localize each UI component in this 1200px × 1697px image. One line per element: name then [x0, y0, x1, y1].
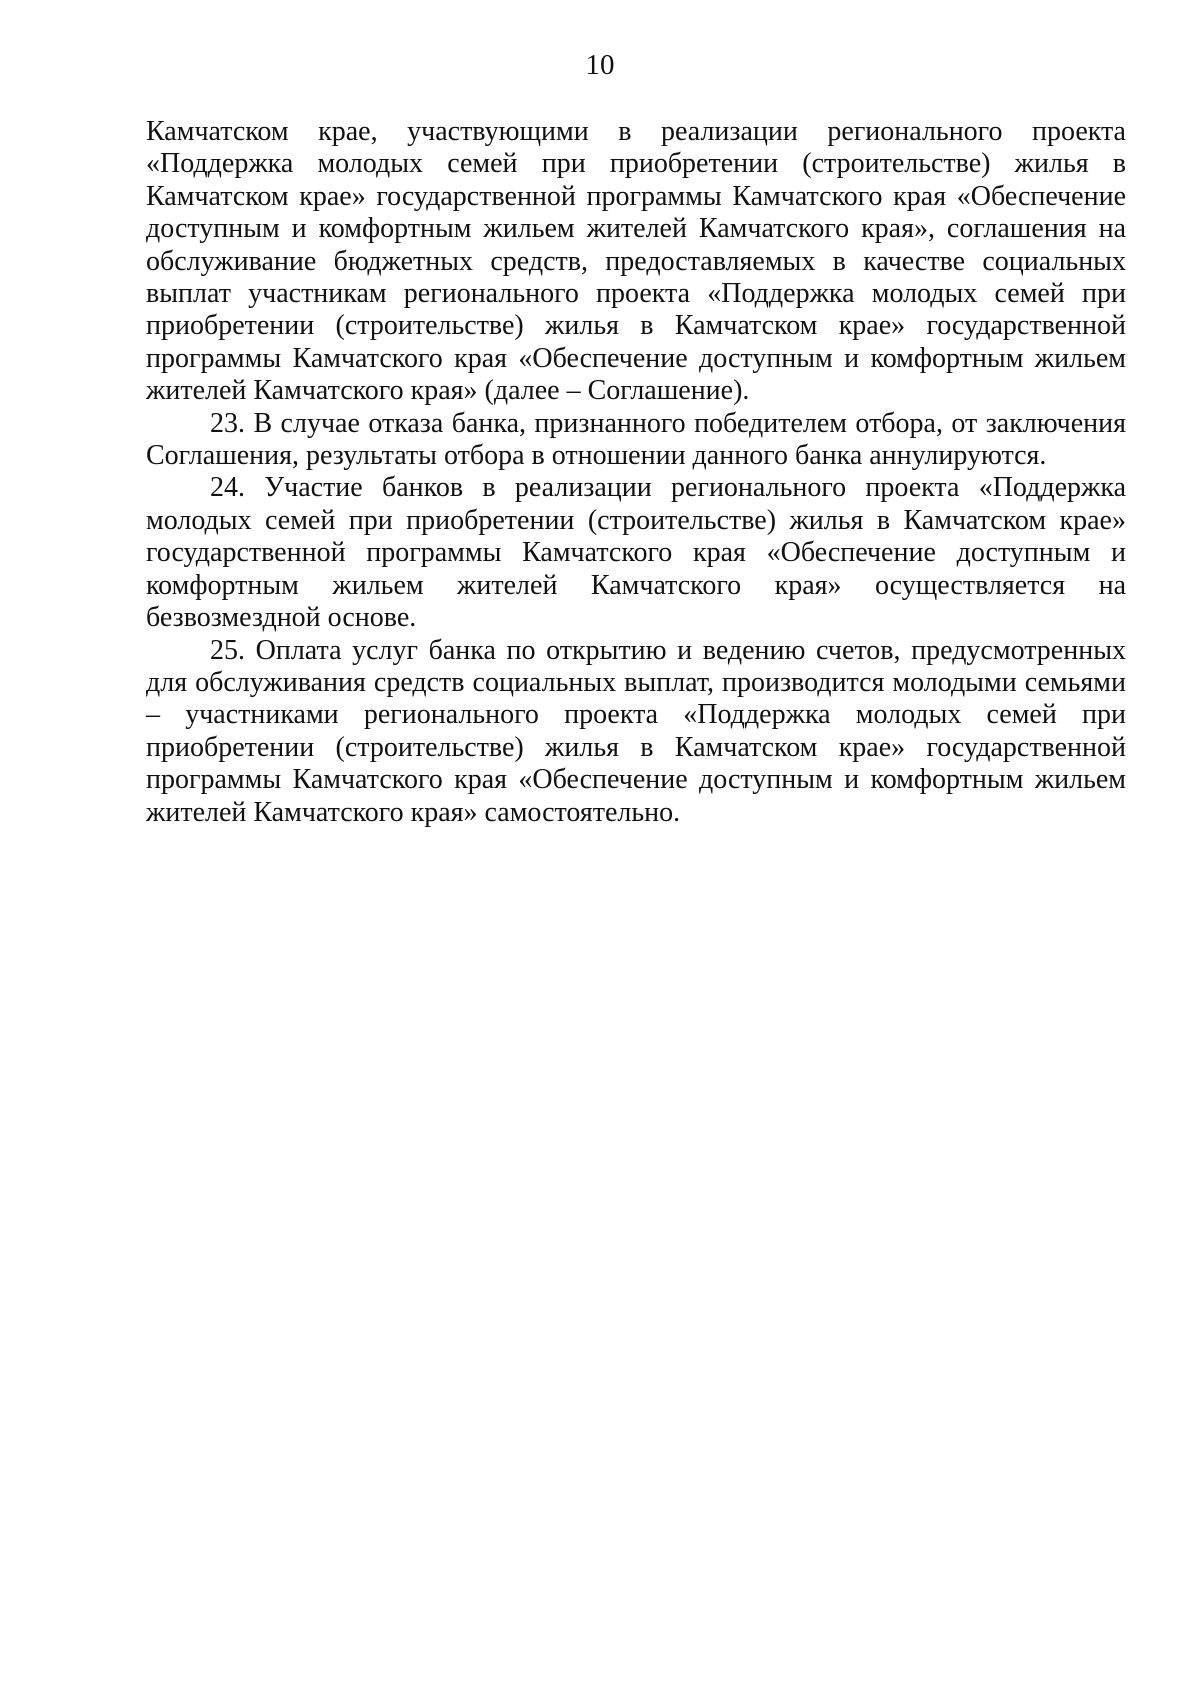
document-body: [146, 116, 1126, 829]
paragraph-item-25: 25. Оплата услуг банка по открытию и ведению счетов, предусмотренных для обслуживания средств социальных выплат, производится молодыми семьями – участниками регионального проекта «Поддержка молодых семей при приобретении (строительстве) жилья в Камчатском крае» государственной программы Камчатского края «Обеспечение доступным и комфортным жильем жителей Камчатского края» самостоятельно.: [146, 634, 1126, 828]
page-number: 10: [585, 49, 615, 81]
paragraph-item-23: 23. В случае отказа банка, признанного победителем отбора, от заключения Соглашения, результаты отбора в отношении данного банка аннулируются.: [146, 407, 1126, 472]
paragraph-item-24: 24. Участие банков в реализации регионального проекта «Поддержка молодых семей при приобретении (строительстве) жилья в Камчатском крае» государственной программы Камчатского края «Обеспечение доступным и комфортным жильем жителей Камчатского края» осуществляется на безвозмездной основе.: [146, 472, 1126, 634]
paragraph-continuation: Камчатском крае, участвующими в реализации регионального проекта «Поддержка молодых семей при приобретении (строительстве) жилья в Камчатском крае» государственной программы Камчатского края «Обеспечение доступным и комфортным жильем жителей Камчатского края», соглашения на обслуживание бюджетных средств, предоставляемых в качестве социальных выплат участникам регионального проекта «Поддержка молодых семей при приобретении (строительстве) жилья в Камчатском крае» государственной программы Камчатского края «Обеспечение доступным и комфортным жильем жителей Камчатского края» (далее – Соглашение).: [146, 116, 1126, 407]
